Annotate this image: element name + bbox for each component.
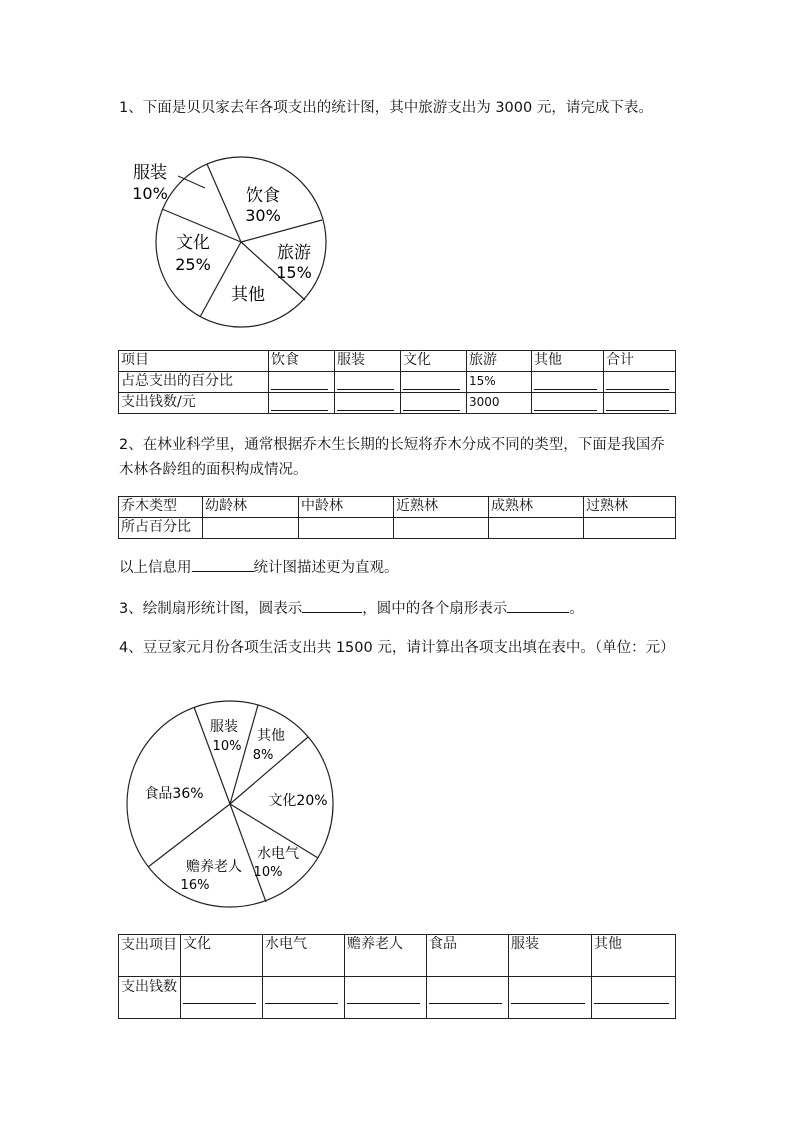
q2-answer-blank[interactable] [192, 556, 254, 572]
q2-header-type: 乔木类型 [119, 497, 203, 518]
q2-table-percent-row [119, 518, 676, 539]
q4-answer-blank[interactable] [345, 977, 427, 1019]
q3-answer-blank-1[interactable] [302, 597, 362, 613]
question-3-text [119, 597, 679, 622]
q1-header-item: 项目 [119, 351, 269, 372]
q1-row2-label: 支出钱数/元 [119, 393, 269, 414]
pie-1-pct-food: 30% [245, 206, 281, 225]
pie-2-label-clothing: 服装 [210, 719, 238, 735]
q4-header-culture: 文化 [181, 935, 263, 977]
q1-header-other: 其他 [532, 351, 604, 372]
q1-answer-blank[interactable] [335, 372, 401, 393]
q4-answer-blank[interactable] [263, 977, 345, 1019]
pie-1-label-travel: 旅游 [277, 243, 311, 263]
q1-table-header-row [119, 351, 676, 372]
q3-part3: 。 [569, 601, 584, 617]
pie-2-pct-elder: 16% [180, 878, 210, 893]
pie-1-pct-travel: 15% [276, 263, 312, 282]
q1-answer-blank[interactable] [604, 393, 676, 414]
q2-table-header-row [119, 497, 676, 518]
q1-answer-blank[interactable] [604, 372, 676, 393]
q4-header-food: 食品 [427, 935, 509, 977]
q1-header-clothing: 服装 [335, 351, 401, 372]
q1-answer-blank[interactable] [335, 393, 401, 414]
q1-answer-blank[interactable] [532, 393, 604, 414]
q4-table [118, 934, 676, 1019]
q1-answer-blank[interactable] [401, 393, 467, 414]
q1-row1-travel-value: 15% [467, 372, 532, 393]
q1-header-culture: 文化 [401, 351, 467, 372]
q4-header-item: 支出项目 [119, 935, 181, 977]
pie-2-label-other: 其他 [257, 728, 285, 744]
pie-1-pct-culture: 25% [175, 255, 211, 274]
pie-1-label-clothing: 服装 [133, 163, 167, 183]
pie-2-label-culture: 文化20% [268, 793, 328, 809]
q2-answer-cell[interactable] [394, 518, 489, 539]
q2-follow-before: 以上信息用 [119, 560, 192, 576]
q2-header-over-mature: 过熟林 [584, 497, 676, 518]
q1-answer-blank[interactable] [401, 372, 467, 393]
pie-1-label-culture: 文化 [176, 233, 210, 253]
q4-table-amount-row [119, 977, 676, 1019]
q2-answer-cell[interactable] [299, 518, 394, 539]
pie-chart-2 [118, 700, 343, 915]
q1-table-amount-row [119, 393, 676, 414]
q4-table-header-row [119, 935, 676, 977]
q2-header-young: 幼龄林 [203, 497, 299, 518]
pie-2-label-food: 食品36% [144, 786, 204, 802]
pie-1-leader-line [178, 176, 205, 188]
pie-2-pct-clothing: 10% [212, 739, 242, 754]
question-1-text: 1、下面是贝贝家去年各项支出的统计图，其中旅游支出为 3000 元，请完成下表。 [119, 100, 653, 116]
q1-table [118, 350, 676, 414]
q1-table-percent-row [119, 372, 676, 393]
question-2-text: 2、在林业科学里，通常根据乔木生长期的长短将乔木分成不同的类型，下面是我国乔木林各龄组的面积构成情况。 [119, 437, 665, 478]
q1-header-travel: 旅游 [467, 351, 532, 372]
q1-answer-blank[interactable] [269, 372, 335, 393]
q1-answer-blank[interactable] [269, 393, 335, 414]
pie-2-divider-elder-food [148, 804, 230, 867]
q2-header-mature: 成熟林 [489, 497, 584, 518]
q3-part2: ，圆中的各个扇形表示 [362, 601, 508, 617]
q4-row-label: 支出钱数 [119, 977, 181, 1019]
pie-1-divider-other-culture [200, 242, 241, 317]
q4-header-clothing: 服装 [509, 935, 592, 977]
q4-header-elder: 赡养老人 [345, 935, 427, 977]
pie-2-label-elder: 赡养老人 [186, 859, 242, 875]
pie-1-label-food: 饮食 [246, 186, 280, 206]
q4-header-utility: 水电气 [263, 935, 345, 977]
q2-table [118, 496, 676, 539]
q2-answer-cell[interactable] [584, 518, 676, 539]
q2-header-middle: 中龄林 [299, 497, 394, 518]
q2-answer-cell[interactable] [489, 518, 584, 539]
q3-answer-blank-2[interactable] [507, 597, 569, 613]
q1-header-total: 合计 [604, 351, 676, 372]
q1-row2-travel-value: 3000 [467, 393, 532, 414]
q4-answer-blank[interactable] [509, 977, 592, 1019]
pie-1-label-other: 其他 [231, 285, 265, 305]
q4-answer-blank[interactable] [427, 977, 509, 1019]
pie-2-pct-other: 8% [252, 748, 274, 763]
q2-follow-after: 统计图描述更为直观。 [253, 560, 399, 576]
pie-2-label-utility: 水电气 [257, 846, 299, 862]
pie-chart-1 [118, 150, 348, 335]
q4-answer-blank[interactable] [592, 977, 676, 1019]
q3-part1: 3、绘制扇形统计图，圆表示 [119, 601, 303, 617]
q1-answer-blank[interactable] [532, 372, 604, 393]
q2-row-label: 所占百分比 [119, 518, 203, 539]
question-4-text: 4、豆豆家元月份各项生活支出共 1500 元，请计算出各项支出填在表中。（单位：元） [119, 640, 675, 656]
pie-2-pct-utility: 10% [253, 865, 283, 880]
q1-row1-label: 占总支出的百分比 [119, 372, 269, 393]
pie-1-pct-clothing: 10% [132, 184, 168, 203]
q2-answer-cell[interactable] [203, 518, 299, 539]
q2-follow-up [119, 556, 679, 581]
q4-header-other: 其他 [592, 935, 676, 977]
q4-answer-blank[interactable] [181, 977, 263, 1019]
q2-header-near-mature: 近熟林 [394, 497, 489, 518]
q1-header-food: 饮食 [269, 351, 335, 372]
